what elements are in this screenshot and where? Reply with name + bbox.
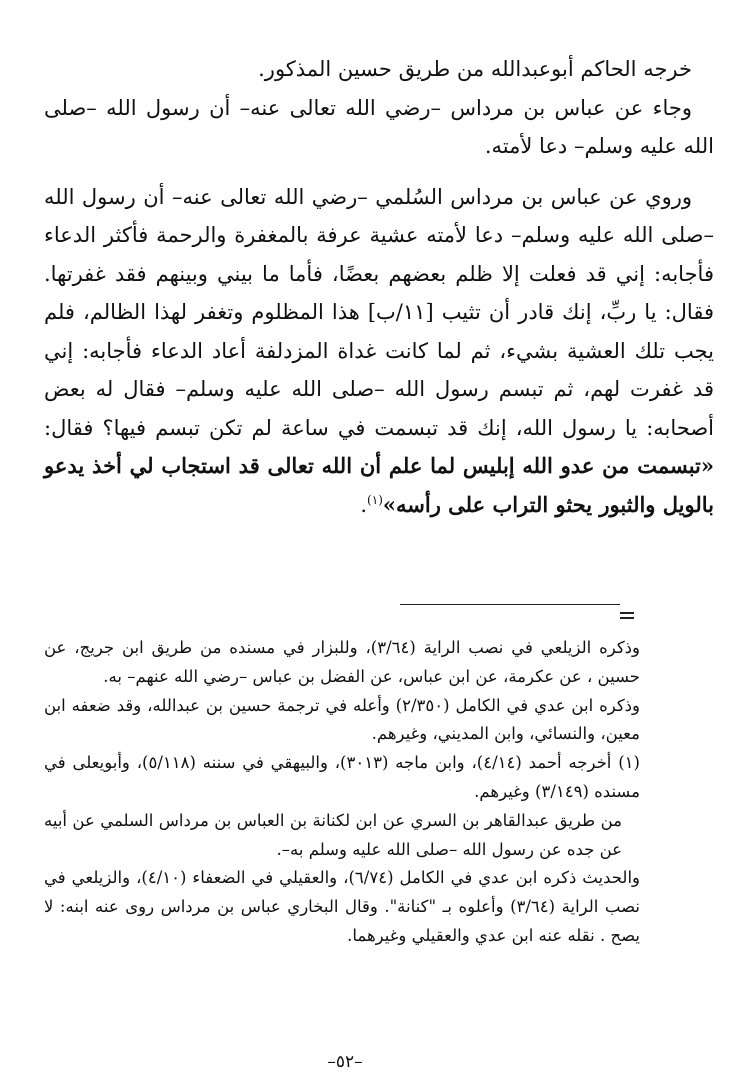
main-text-body bbox=[44, 50, 714, 524]
paragraph-1: خرجه الحاكم أبوعبدالله من طريق حسين المذكور. bbox=[258, 57, 692, 81]
footnote-reference: (١) bbox=[367, 492, 383, 507]
footnote-continued-1: وذكره الزيلعي في نصب الراية (٣/٦٤)، وللبزار في مسنده من طريق ابن جريج، عن حسين ، عن عكرمة، عن ابن عباس، عن الفضل بن عباس –رضي الله عنهم– به. bbox=[44, 638, 640, 686]
footnotes-section bbox=[44, 634, 640, 951]
paragraph-3-end: . bbox=[360, 492, 368, 517]
paragraph-3-text: وروي عن عباس بن مرداس السُلمي –رضي الله تعالى عنه– أن رسول الله –صلى الله عليه وسلم– دعا لأمته عشية عرفة بالمغفرة والرحمة فأكثر الدعاء فأجابه: إني قد فعلت إلا ظلم بعضهم بعضًا، فأما ما بيني وبينهم فقد غفرتها. فقال: يا ربِّ، إنك قادر أن تثيب [١١/ب] هذا المظلوم وتغفر لهذا الظالم، فلم يجب تلك العشية بشيء، ثم لما كانت غداة المزدلفة أعاد الدعاء فأجابه: إني قد غفرت لهم، ثم تبسم رسول الله –صلى الله عليه وسلم– فقال له بعض أصحابه: يا رسول الله، إنك قد تبسمت في ساعة لم تكن تبسم فيها؟ فقال: bbox=[44, 184, 714, 440]
footnote-separator bbox=[400, 604, 620, 605]
footnote-1-chain: من طريق عبدالقاهر بن السري عن ابن لكنانة بن العباس بن مرداس السلمي عن أبيه عن جده عن رسول الله –صلى الله عليه وسلم به–. bbox=[44, 810, 622, 859]
paragraph-3 bbox=[44, 178, 714, 525]
footnote-continued-2: وذكره ابن عدي في الكامل (٢/٣٥٠) وأعله في ترجمة حسين بن عبدالله، وقد ضعفه ابن معين، والنسائي، وابن المديني، وغيرهم. bbox=[44, 695, 640, 744]
footnote-continuation-mark bbox=[620, 612, 634, 619]
footnote-1-grading: والحديث ذكره ابن عدي في الكامل (٦/٧٤)، والعقيلي في الضعفاء (٤/١٠)، والزيلعي في نصب الراية (٣/٦٤) وأعلوه بـ "كنانة". وقال البخاري عباس بن مرداس روى عنه ابنه: لا يصح . نقله عنه ابن عدي والعقيلي وغيرهما. bbox=[44, 868, 640, 945]
footnote-1: (١) أخرجه أحمد (٤/١٤)، وابن ماجه (٣٠١٣)، والبيهقي في سننه (٥/١١٨)، وأبويعلى في مسنده (٣/١٤٩) وغيرهم. bbox=[44, 753, 640, 801]
hadith-quote: «تبسمت من عدو الله إبليس لما علم أن الله تعالى قد استجاب لي أخذ يدعو بالويل والثبور يحثو التراب على رأسه» bbox=[44, 453, 714, 517]
paragraph-2: وجاء عن عباس بن مرداس –رضي الله تعالى عنه– أن رسول الله –صلى الله عليه وسلم– دعا لأمته. bbox=[44, 95, 714, 158]
page-number: –٥٢– bbox=[327, 1052, 363, 1072]
